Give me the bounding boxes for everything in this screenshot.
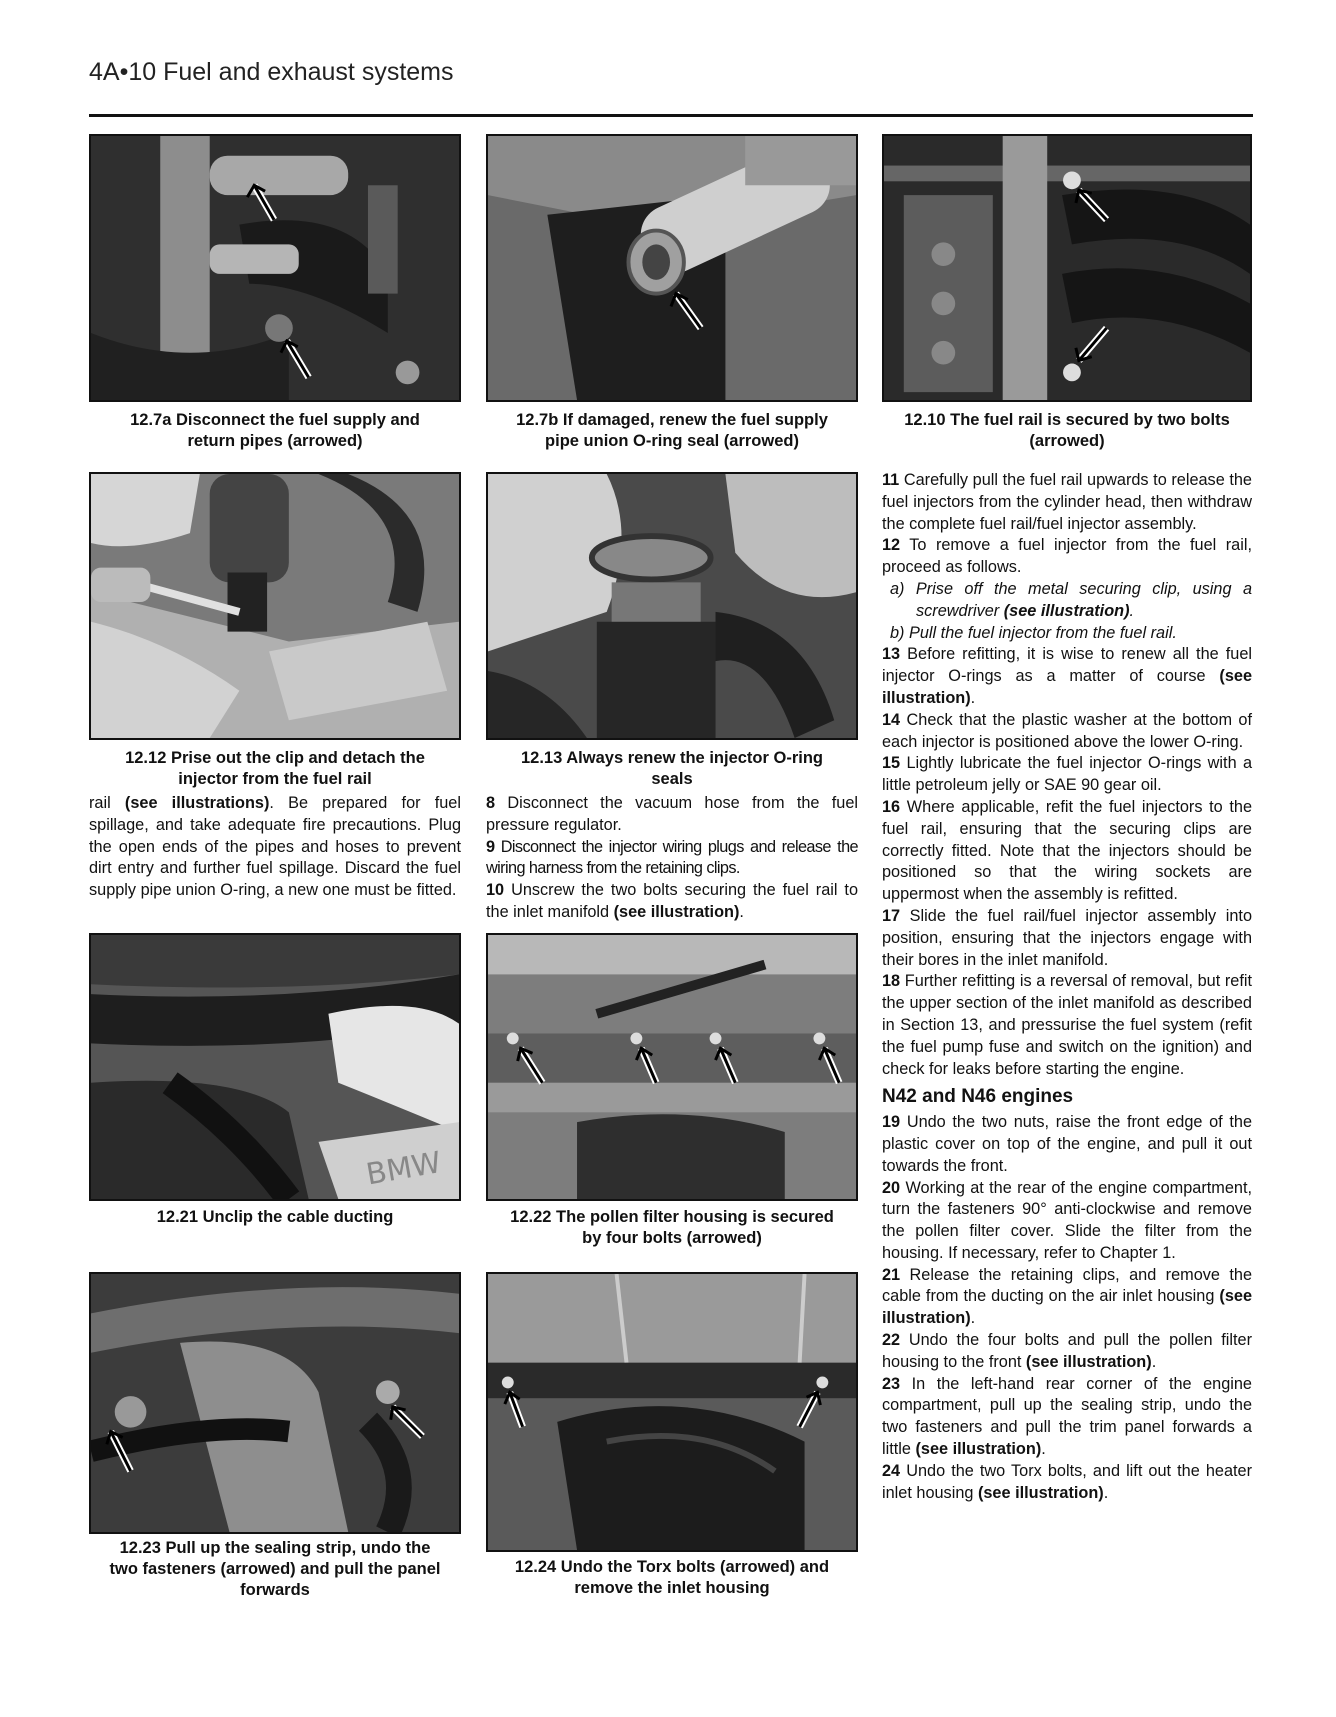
step-15: 15 Lightly lubricate the fuel injector O-rings with a little petroleum jelly or SAE 90 gear oil. bbox=[882, 754, 1252, 795]
section-heading: N42 and N46 engines bbox=[882, 1086, 1074, 1108]
step-20: 20 Working at the rear of the engine compartment, turn the fasteners 90° anti-clockwise and remove the pollen filter cover. Slide the filter from the housing. If necessary, refer to Chapter 1. bbox=[882, 1178, 1252, 1262]
step-19: 19 Undo the two nuts, raise the front edge of the plastic cover on top of the engine, and pull it out towards the front. bbox=[882, 1113, 1252, 1175]
photo-12-21 bbox=[89, 933, 461, 1201]
step-24: 24 Undo the two Torx bolts, and lift out the heater inlet housing (see illustration). bbox=[882, 1461, 1252, 1502]
header-rule bbox=[89, 114, 1253, 117]
photo-12-7a bbox=[89, 134, 461, 402]
caption-12-10: 12.10 The fuel rail is secured by two bolts (arrowed) bbox=[904, 411, 1230, 450]
step-10: 10 Unscrew the two bolts securing the fuel rail to the inlet manifold (see illustration). bbox=[486, 881, 859, 921]
photo-12-12 bbox=[89, 472, 461, 740]
caption-12-13: 12.13 Always renew the injector O-ring seals bbox=[521, 749, 823, 788]
svg-text:BMW: BMW bbox=[363, 1145, 444, 1192]
step-14: 14 Check that the plastic washer at the bottom of each injector is positioned above the lower O-ring. bbox=[882, 710, 1252, 751]
step-23: 23 In the left-hand rear corner of the engine compartment, pull up the sealing strip, undo the two fasteners and pull the trim panel forwards a little (see illustration). bbox=[882, 1374, 1252, 1459]
caption-12-7b: 12.7b If damaged, renew the fuel supply pipe union O-ring seal (arrowed) bbox=[516, 411, 828, 450]
caption-12-21: 12.21 Unclip the cable ducting bbox=[156, 1208, 394, 1226]
caption-12-22: 12.22 The pollen filter housing is secured by four bolts (arrowed) bbox=[510, 1208, 834, 1247]
column-1-text bbox=[89, 793, 461, 902]
step-17: 17 Slide the fuel rail/fuel injector assembly into position, ensuring that the injectors engage with their bores in the inlet manifold. bbox=[882, 906, 1252, 969]
step-18: 18 Further refitting is a reversal of removal, but refit the upper section of the inlet manifold as described in Section 13, and pressurise the fuel system (refit the fuel pump fuse and switch on the ignition) and check for leaks before starting the engine. bbox=[882, 972, 1253, 1078]
photo-12-22 bbox=[486, 933, 858, 1201]
photo-12-13 bbox=[486, 472, 858, 740]
step-9: 9 Disconnect the injector wiring plugs and release the wiring harness from the retaining clips. bbox=[486, 837, 858, 878]
page-header: 4A•10 Fuel and exhaust systems bbox=[89, 58, 454, 86]
step-13: 13 Before refitting, it is wise to renew all the fuel injector O-rings as a matter of course (see illustration). bbox=[882, 645, 1252, 707]
step-12: 12 To remove a fuel injector from the fuel rail, proceed as follows. bbox=[882, 536, 1252, 577]
caption-12-12: 12.12 Prise out the clip and detach the injector from the fuel rail bbox=[125, 749, 425, 788]
photo-12-10 bbox=[882, 134, 1252, 402]
column-3-text bbox=[882, 470, 1252, 1504]
step-21: 21 Release the retaining clips, and remove the cable from the ducting on the air inlet housing (see illustration). bbox=[882, 1265, 1252, 1328]
step-12a: a) Prise off the metal securing clip, using a screwdriver (see illustration). bbox=[890, 579, 1252, 620]
paragraph: rail (see illustrations). Be prepared for fuel spillage, and take adequate fire precautions. Plug the open ends of the pipes and hoses to prevent dirt entry and further fuel spillage. Discard the fuel supply pipe union O-ring, a new one must be fitted. bbox=[89, 794, 461, 900]
photo-12-24 bbox=[486, 1272, 858, 1552]
step-16: 16 Where applicable, refit the fuel injectors to the fuel rail, ensuring that the securing clips are correctly fitted. Note that the injectors should be positioned so that the wiring sockets are uppermost when the assembly is refitted. bbox=[882, 797, 1252, 904]
caption-12-23: 12.23 Pull up the sealing strip, undo the two fasteners (arrowed) and pull the panel forwards bbox=[109, 1539, 441, 1599]
step-12b: b) Pull the fuel injector from the fuel rail. bbox=[890, 623, 1177, 642]
step-22: 22 Undo the four bolts and pull the pollen filter housing to the front (see illustration). bbox=[882, 1331, 1252, 1371]
photo-12-7b bbox=[486, 134, 858, 402]
caption-12-24: 12.24 Undo the Torx bolts (arrowed) and remove the inlet housing bbox=[514, 1558, 830, 1597]
photo-12-23 bbox=[89, 1272, 461, 1534]
step-11: 11 Carefully pull the fuel rail upwards to release the fuel injectors from the cylinder head, then withdraw the complete fuel rail/fuel injector assembly. bbox=[882, 471, 1252, 533]
column-2-text bbox=[486, 793, 858, 924]
step-8: 8 Disconnect the vacuum hose from the fuel pressure regulator. bbox=[486, 794, 858, 834]
caption-12-7a: 12.7a Disconnect the fuel supply and return pipes (arrowed) bbox=[130, 411, 420, 450]
